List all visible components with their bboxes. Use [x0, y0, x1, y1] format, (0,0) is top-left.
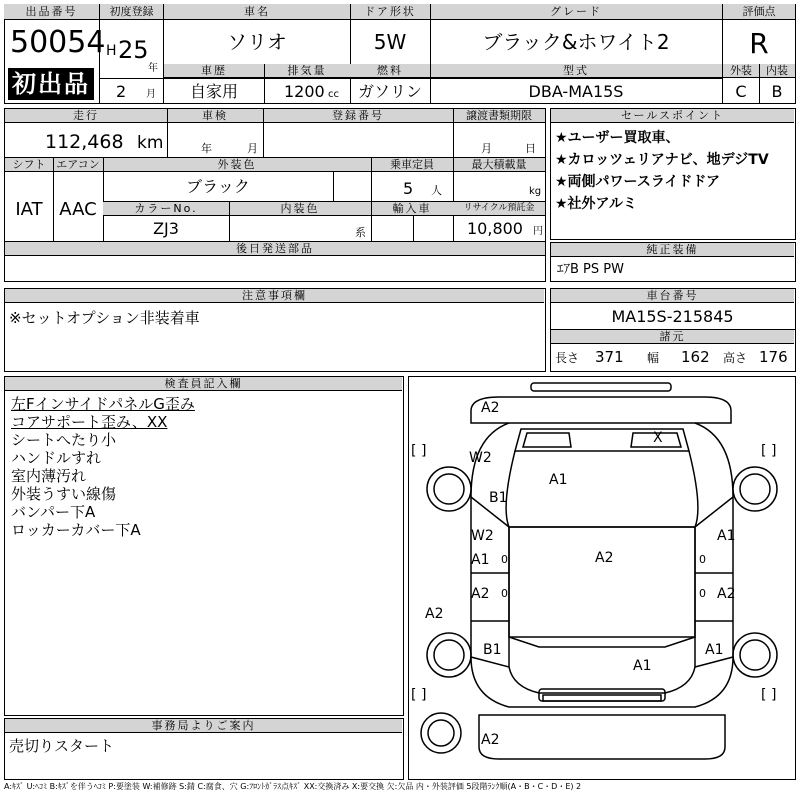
header-grid: [164, 4, 722, 104]
max-load-label: 最大積載量: [453, 158, 545, 172]
damage-zero-mark-4: 0: [699, 587, 706, 600]
inspector-line-5: 室内薄汚れ: [11, 467, 87, 485]
cautions-box: [4, 288, 546, 372]
transfer-label: 譲渡書類期限: [453, 109, 545, 123]
damage-right-rear-door: A2: [717, 586, 736, 602]
history-label: 車歴: [164, 64, 264, 78]
first-listing-text: 初出品: [12, 70, 90, 98]
shift-label: シフト: [5, 158, 53, 172]
svg-text:[: [: [411, 443, 417, 459]
door-type: 5W: [373, 30, 407, 54]
recycle-label: リサイクル預託金: [453, 202, 545, 216]
sales-point-4: ★社外アルミ: [555, 196, 637, 212]
damage-left-fender: W2: [469, 450, 492, 466]
inspector-line-7: バンパー下A: [11, 503, 96, 521]
score-label: 評価点: [723, 4, 795, 20]
cautions-label: 注意事項欄: [5, 289, 544, 303]
seats-label: 乗車定員: [371, 158, 453, 172]
height: 176: [759, 348, 788, 366]
damage-hood: A1: [549, 472, 568, 488]
inspector-label: 検査員記入欄: [5, 377, 402, 391]
width: 162: [681, 348, 710, 366]
svg-text:]: ]: [771, 687, 777, 703]
int-color-label: 内装色: [229, 202, 371, 216]
ext-color: ブラック: [186, 177, 250, 196]
damage-rear-bumper: A2: [481, 732, 500, 748]
reg-no-label: 登録番号: [263, 109, 453, 123]
seats: 5: [403, 179, 414, 198]
damage-zero-mark-1: 0: [501, 553, 508, 566]
svg-text:[: [: [761, 687, 767, 703]
svg-text:[: [: [761, 443, 767, 459]
ext-grade: C: [735, 82, 747, 101]
spec-label: 諸元: [551, 330, 794, 344]
reg-era: H: [106, 43, 117, 59]
yen-unit: 円: [533, 226, 543, 237]
model-label: 型式: [430, 64, 722, 78]
door-label: ドア形状: [350, 4, 430, 20]
office-label: 事務局よりご案内: [5, 719, 402, 733]
recycle: 10,800: [467, 219, 523, 238]
svg-text:]: ]: [771, 443, 777, 459]
car-diagram: [409, 377, 794, 778]
ext-color-label: 外装色: [103, 158, 371, 172]
inspection-year-unit: 年: [201, 142, 212, 155]
grade: ブラック&ホワイト2: [482, 30, 670, 54]
sales-point-1: ★ユーザー買取車、: [555, 130, 680, 146]
seats-unit: 人: [431, 184, 442, 197]
inspector-line-1: 左FインサイドパネルG歪み: [11, 395, 195, 413]
ext-label: 外装: [723, 64, 759, 78]
inspector-line-4: ハンドルすれ: [11, 449, 102, 467]
length-label: 長さ: [555, 351, 580, 365]
genuine-box: [550, 242, 796, 282]
lot-number: 50054: [10, 25, 106, 60]
displacement-label: 排気量: [264, 64, 350, 78]
later-parts-label: 後日発送部品: [5, 242, 545, 256]
office-text: 売切りスタート: [9, 737, 115, 755]
score: R: [749, 27, 769, 60]
mileage: 112,468: [45, 131, 124, 153]
chassis-box: [550, 288, 796, 372]
inspector-box: [4, 376, 404, 716]
lot-label: 出品番号: [4, 4, 99, 20]
inspector-line-3: シートへたり小: [11, 431, 117, 449]
car-name: ソリオ: [227, 30, 287, 54]
first-listing-badge: [8, 68, 94, 100]
length: 371: [595, 348, 624, 366]
svg-text:]: ]: [421, 687, 427, 703]
sales-point-2: ★カロッツェリアナビ、地デジTV: [555, 152, 769, 168]
displacement: 1200: [284, 82, 325, 101]
details-grid: [5, 109, 545, 281]
fuel: ガソリン: [357, 82, 422, 101]
shift: IAT: [15, 199, 43, 220]
damage-rear-gate: A1: [633, 658, 652, 674]
kg-unit: kg: [529, 186, 542, 197]
transfer-day-unit: 日: [525, 142, 536, 155]
mileage-label: 走行: [5, 109, 167, 123]
color-no-label: カラーNo.: [103, 202, 229, 216]
int-label: 内装: [759, 64, 795, 78]
svg-text:[: [: [411, 687, 417, 703]
damage-left-rear-door: A2: [471, 586, 490, 602]
damage-left-front-door-2: A1: [471, 552, 490, 568]
first-reg-label: 初度登録: [100, 4, 163, 20]
damage-left-front-pillar: B1: [489, 490, 508, 506]
damage-zero-mark-3: 0: [501, 587, 508, 600]
damage-left-front-door-1: W2: [471, 528, 494, 544]
model: DBA-MA15S: [528, 82, 624, 101]
sales-points-label: セールスポイント: [551, 109, 794, 123]
damage-windshield: X: [653, 430, 663, 446]
damage-left-rocker: A2: [425, 606, 444, 622]
km-unit: km: [137, 133, 164, 153]
reg-year: 25: [118, 36, 149, 64]
office-box: [4, 718, 404, 780]
import-label: 輸入車: [371, 202, 453, 216]
cc-unit: cc: [328, 89, 339, 100]
color-no: ZJ3: [153, 219, 179, 238]
fuel-label: 燃料: [350, 64, 430, 78]
genuine-equipment: ｴｱB PS PW: [557, 262, 624, 277]
car-diagram-box: [408, 376, 796, 780]
height-label: 高さ: [723, 351, 748, 365]
int-color-unit: 系: [355, 226, 366, 239]
damage-right-rear-fender: A1: [705, 642, 724, 658]
sales-points-box: [550, 108, 796, 240]
genuine-label: 純正装備: [551, 243, 794, 257]
damage-legend: A:ｷｽﾞ U:ﾍｺﾐ B:ｷｽﾞを伴うﾍｺﾐ P:要塗装 W:補修跡 S:錆 C:腐食、穴 G:ﾌﾛﾝﾄｶﾞﾗｽ点ｷｽﾞ XX:交換済み X:要交換 欠:欠品 内・外装評価 5段階ﾗﾝｸ順(A・B・C・D・E) 2: [4, 782, 582, 791]
grade-label: グレード: [430, 4, 722, 20]
cautions-text: ※セットオプション非装着車: [9, 309, 200, 327]
inspection-label: 車検: [167, 109, 263, 123]
car-name-label: 車名: [164, 4, 350, 20]
inspector-line-2: コアサポート歪み、XX: [11, 413, 168, 431]
first-reg-block: [100, 4, 164, 104]
score-block: [722, 4, 796, 104]
ac: AAC: [59, 199, 97, 220]
width-label: 幅: [647, 351, 660, 365]
lot-block: [4, 4, 106, 104]
damage-right-front-door: A1: [717, 528, 736, 544]
reg-year-unit: 年: [148, 63, 158, 74]
damage-left-rear-fender: B1: [483, 642, 502, 658]
damage-roof: A2: [595, 550, 614, 566]
transfer-month-unit: 月: [481, 142, 492, 155]
damage-front-bumper: A2: [481, 400, 500, 416]
damage-zero-mark-2: 0: [699, 553, 706, 566]
ac-label: エアコン: [53, 158, 103, 172]
inspector-line-6: 外装うすい線傷: [11, 485, 117, 503]
chassis-number: MA15S-215845: [611, 307, 734, 326]
sales-point-3: ★両側パワースライドドア: [555, 174, 721, 190]
chassis-label: 車台番号: [551, 289, 794, 303]
svg-text:]: ]: [421, 443, 427, 459]
int-grade: B: [771, 82, 783, 101]
reg-month: 2: [116, 82, 127, 101]
inspection-month-unit: 月: [247, 142, 258, 155]
reg-month-unit: 月: [146, 89, 156, 100]
history: 自家用: [189, 82, 238, 101]
inspector-line-8: ロッカーカバー下A: [11, 521, 141, 539]
